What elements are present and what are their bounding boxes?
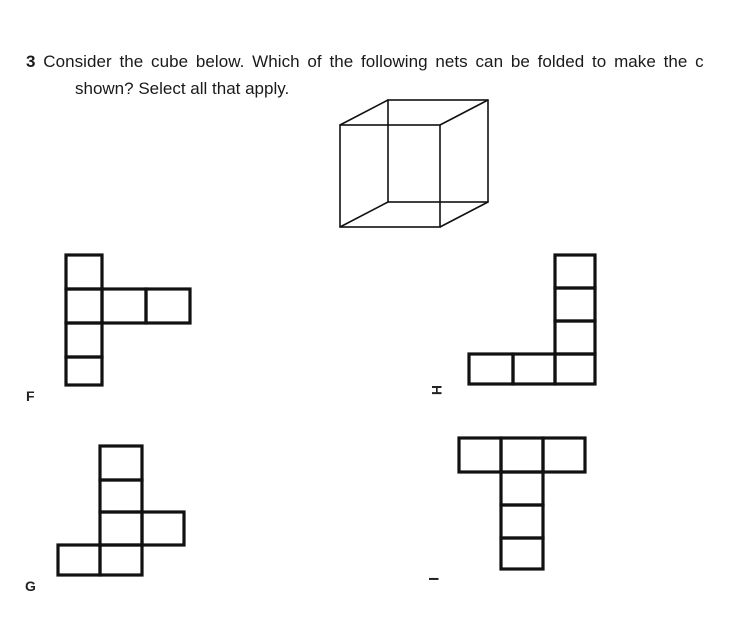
net-square xyxy=(100,480,142,512)
net-square xyxy=(501,472,543,505)
net-f[interactable] xyxy=(60,250,200,390)
net-square xyxy=(469,354,513,384)
net-square xyxy=(555,354,595,384)
net-square xyxy=(513,354,555,384)
cube-diagram xyxy=(330,94,500,234)
cube-back-face xyxy=(388,100,488,202)
option-label-i: I xyxy=(425,577,442,581)
cube-edge xyxy=(440,202,488,227)
question-prompt: Consider the cube below. Which of the following nets can be folded to make the c xyxy=(43,52,704,71)
cube-front-face xyxy=(340,125,440,227)
net-square xyxy=(459,438,501,472)
option-label-h: H xyxy=(429,384,446,396)
net-square xyxy=(100,512,142,545)
net-i[interactable] xyxy=(454,432,594,577)
net-square xyxy=(543,438,585,472)
net-square xyxy=(501,538,543,569)
question-number: 3 xyxy=(26,52,36,71)
question-text-line-1 xyxy=(26,52,704,72)
net-square xyxy=(100,446,142,480)
cube-edge xyxy=(440,100,488,125)
net-square xyxy=(58,545,100,575)
net-square xyxy=(555,321,595,354)
net-square xyxy=(146,289,190,323)
question-text-line-2: shown? Select all that apply. xyxy=(75,79,290,98)
net-h[interactable] xyxy=(462,250,602,390)
cube-edge xyxy=(340,202,388,227)
net-square xyxy=(100,545,142,575)
net-square xyxy=(66,323,102,357)
net-square xyxy=(501,505,543,538)
net-square xyxy=(555,255,595,288)
option-label-g: G xyxy=(25,578,36,594)
net-square xyxy=(102,289,146,323)
option-label-f: F xyxy=(26,388,35,404)
net-g[interactable] xyxy=(54,440,194,580)
net-square xyxy=(66,357,102,385)
cube-edge xyxy=(340,100,388,125)
net-square xyxy=(501,438,543,472)
net-square xyxy=(555,288,595,321)
net-square xyxy=(142,512,184,545)
net-square xyxy=(66,255,102,289)
net-square xyxy=(66,289,102,323)
